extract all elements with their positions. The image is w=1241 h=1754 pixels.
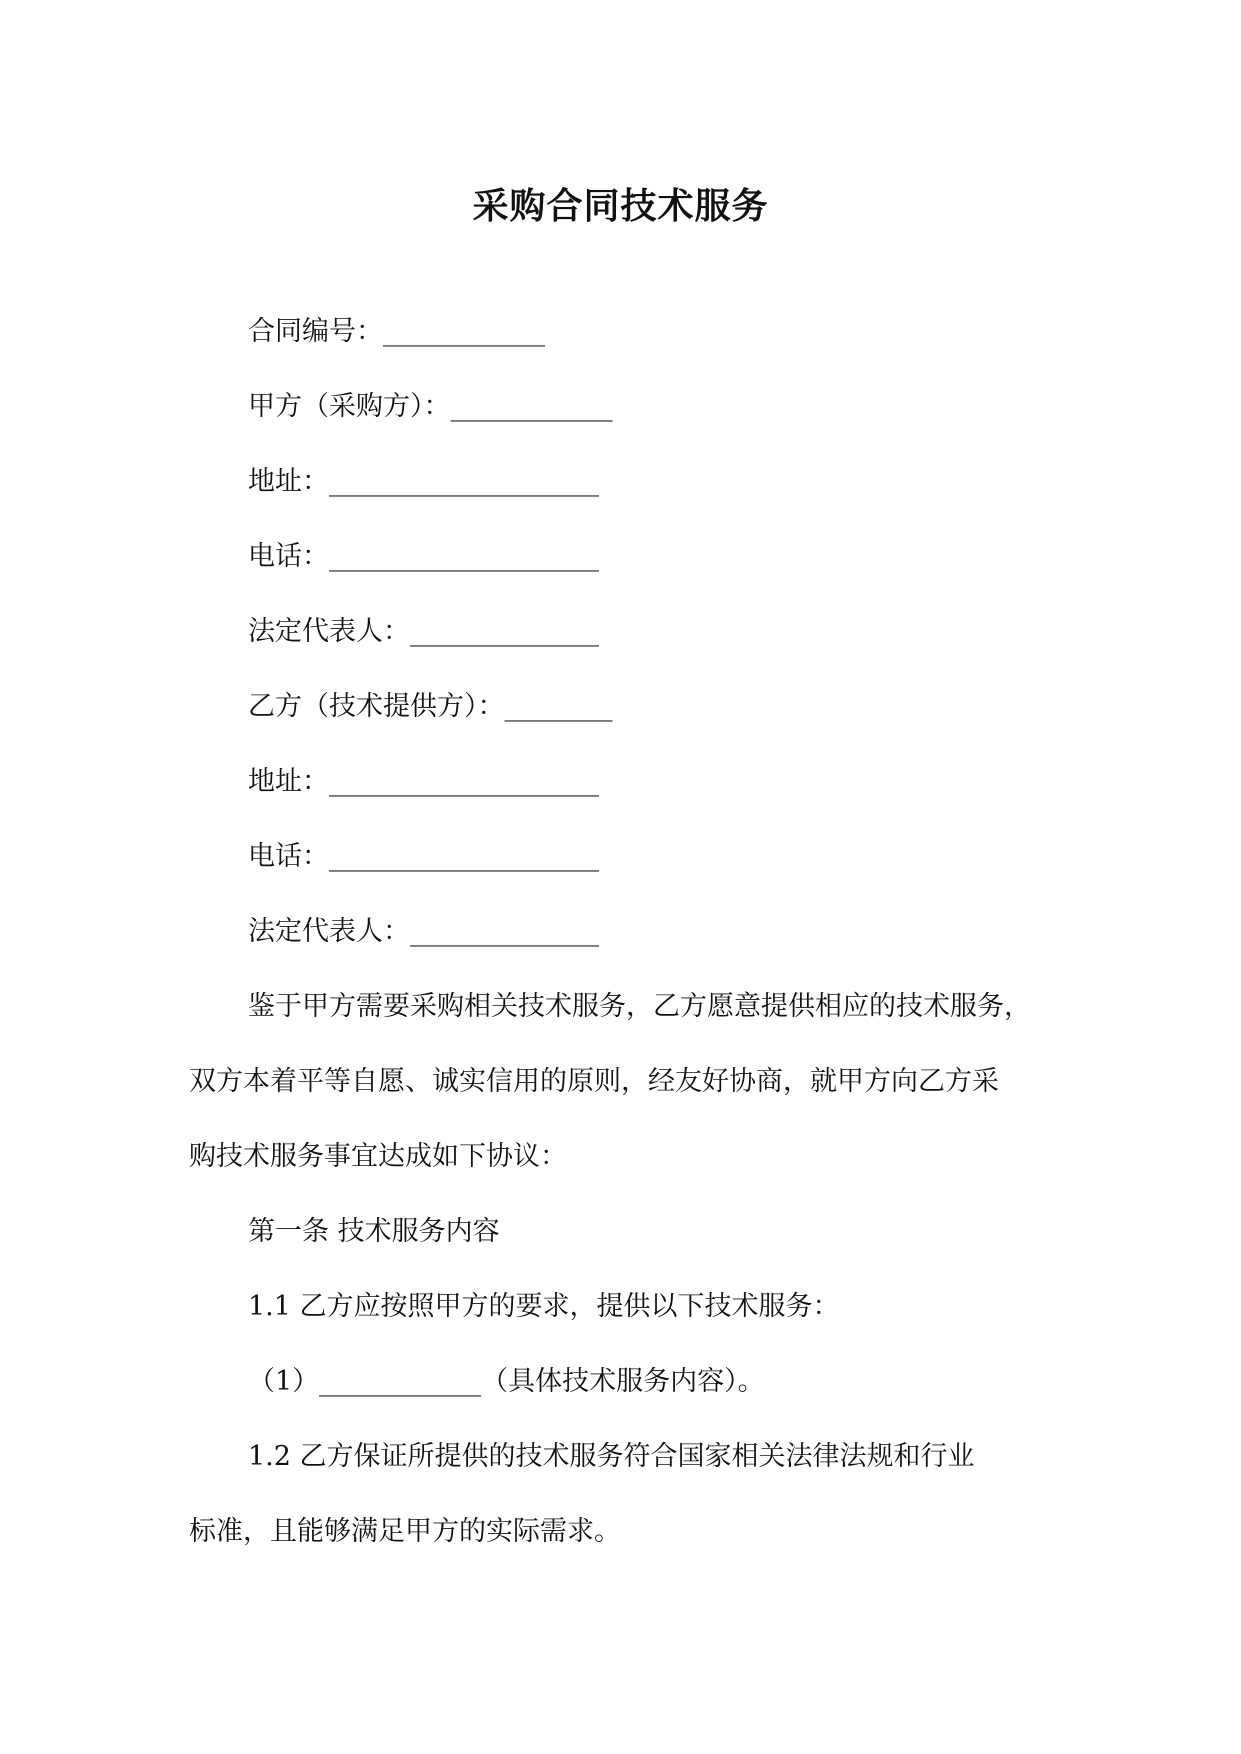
party-b-field: 乙方（技术提供方）：________ [248, 691, 613, 722]
document-title: 采购合同技术服务 [472, 185, 769, 227]
party-a-phone-field: 电话：____________________ [248, 541, 599, 572]
clause-1-1: 1.1 乙方应按照甲方的要求，提供以下技术服务： [248, 1291, 840, 1322]
party-b-representative-field: 法定代表人：______________ [248, 916, 599, 947]
clause-1-1-item-1: （1）____________（具体技术服务内容）。 [248, 1366, 765, 1397]
preamble-line-2: 双方本着平等自愿、诚实信用的原则，经友好协商，就甲方向乙方采 [189, 1066, 999, 1097]
clause-1-2-line-2: 标准，且能够满足甲方的实际需求。 [189, 1516, 621, 1547]
preamble-line-3: 购技术服务事宜达成如下协议： [189, 1141, 567, 1172]
clause-1-2-line-1: 1.2 乙方保证所提供的技术服务符合国家相关法律法规和行业 [248, 1441, 975, 1472]
preamble-line-1: 鉴于甲方需要采购相关技术服务，乙方愿意提供相应的技术服务， [248, 991, 1031, 1022]
party-a-address-field: 地址：____________________ [248, 466, 599, 497]
party-a-representative-field: 法定代表人：______________ [248, 616, 599, 647]
contract-number-field: 合同编号：____________ [248, 316, 545, 347]
party-b-address-field: 地址：____________________ [248, 766, 599, 797]
party-a-field: 甲方（采购方）：____________ [248, 391, 613, 422]
article-1-heading: 第一条 技术服务内容 [248, 1216, 500, 1247]
party-b-phone-field: 电话：____________________ [248, 841, 599, 872]
